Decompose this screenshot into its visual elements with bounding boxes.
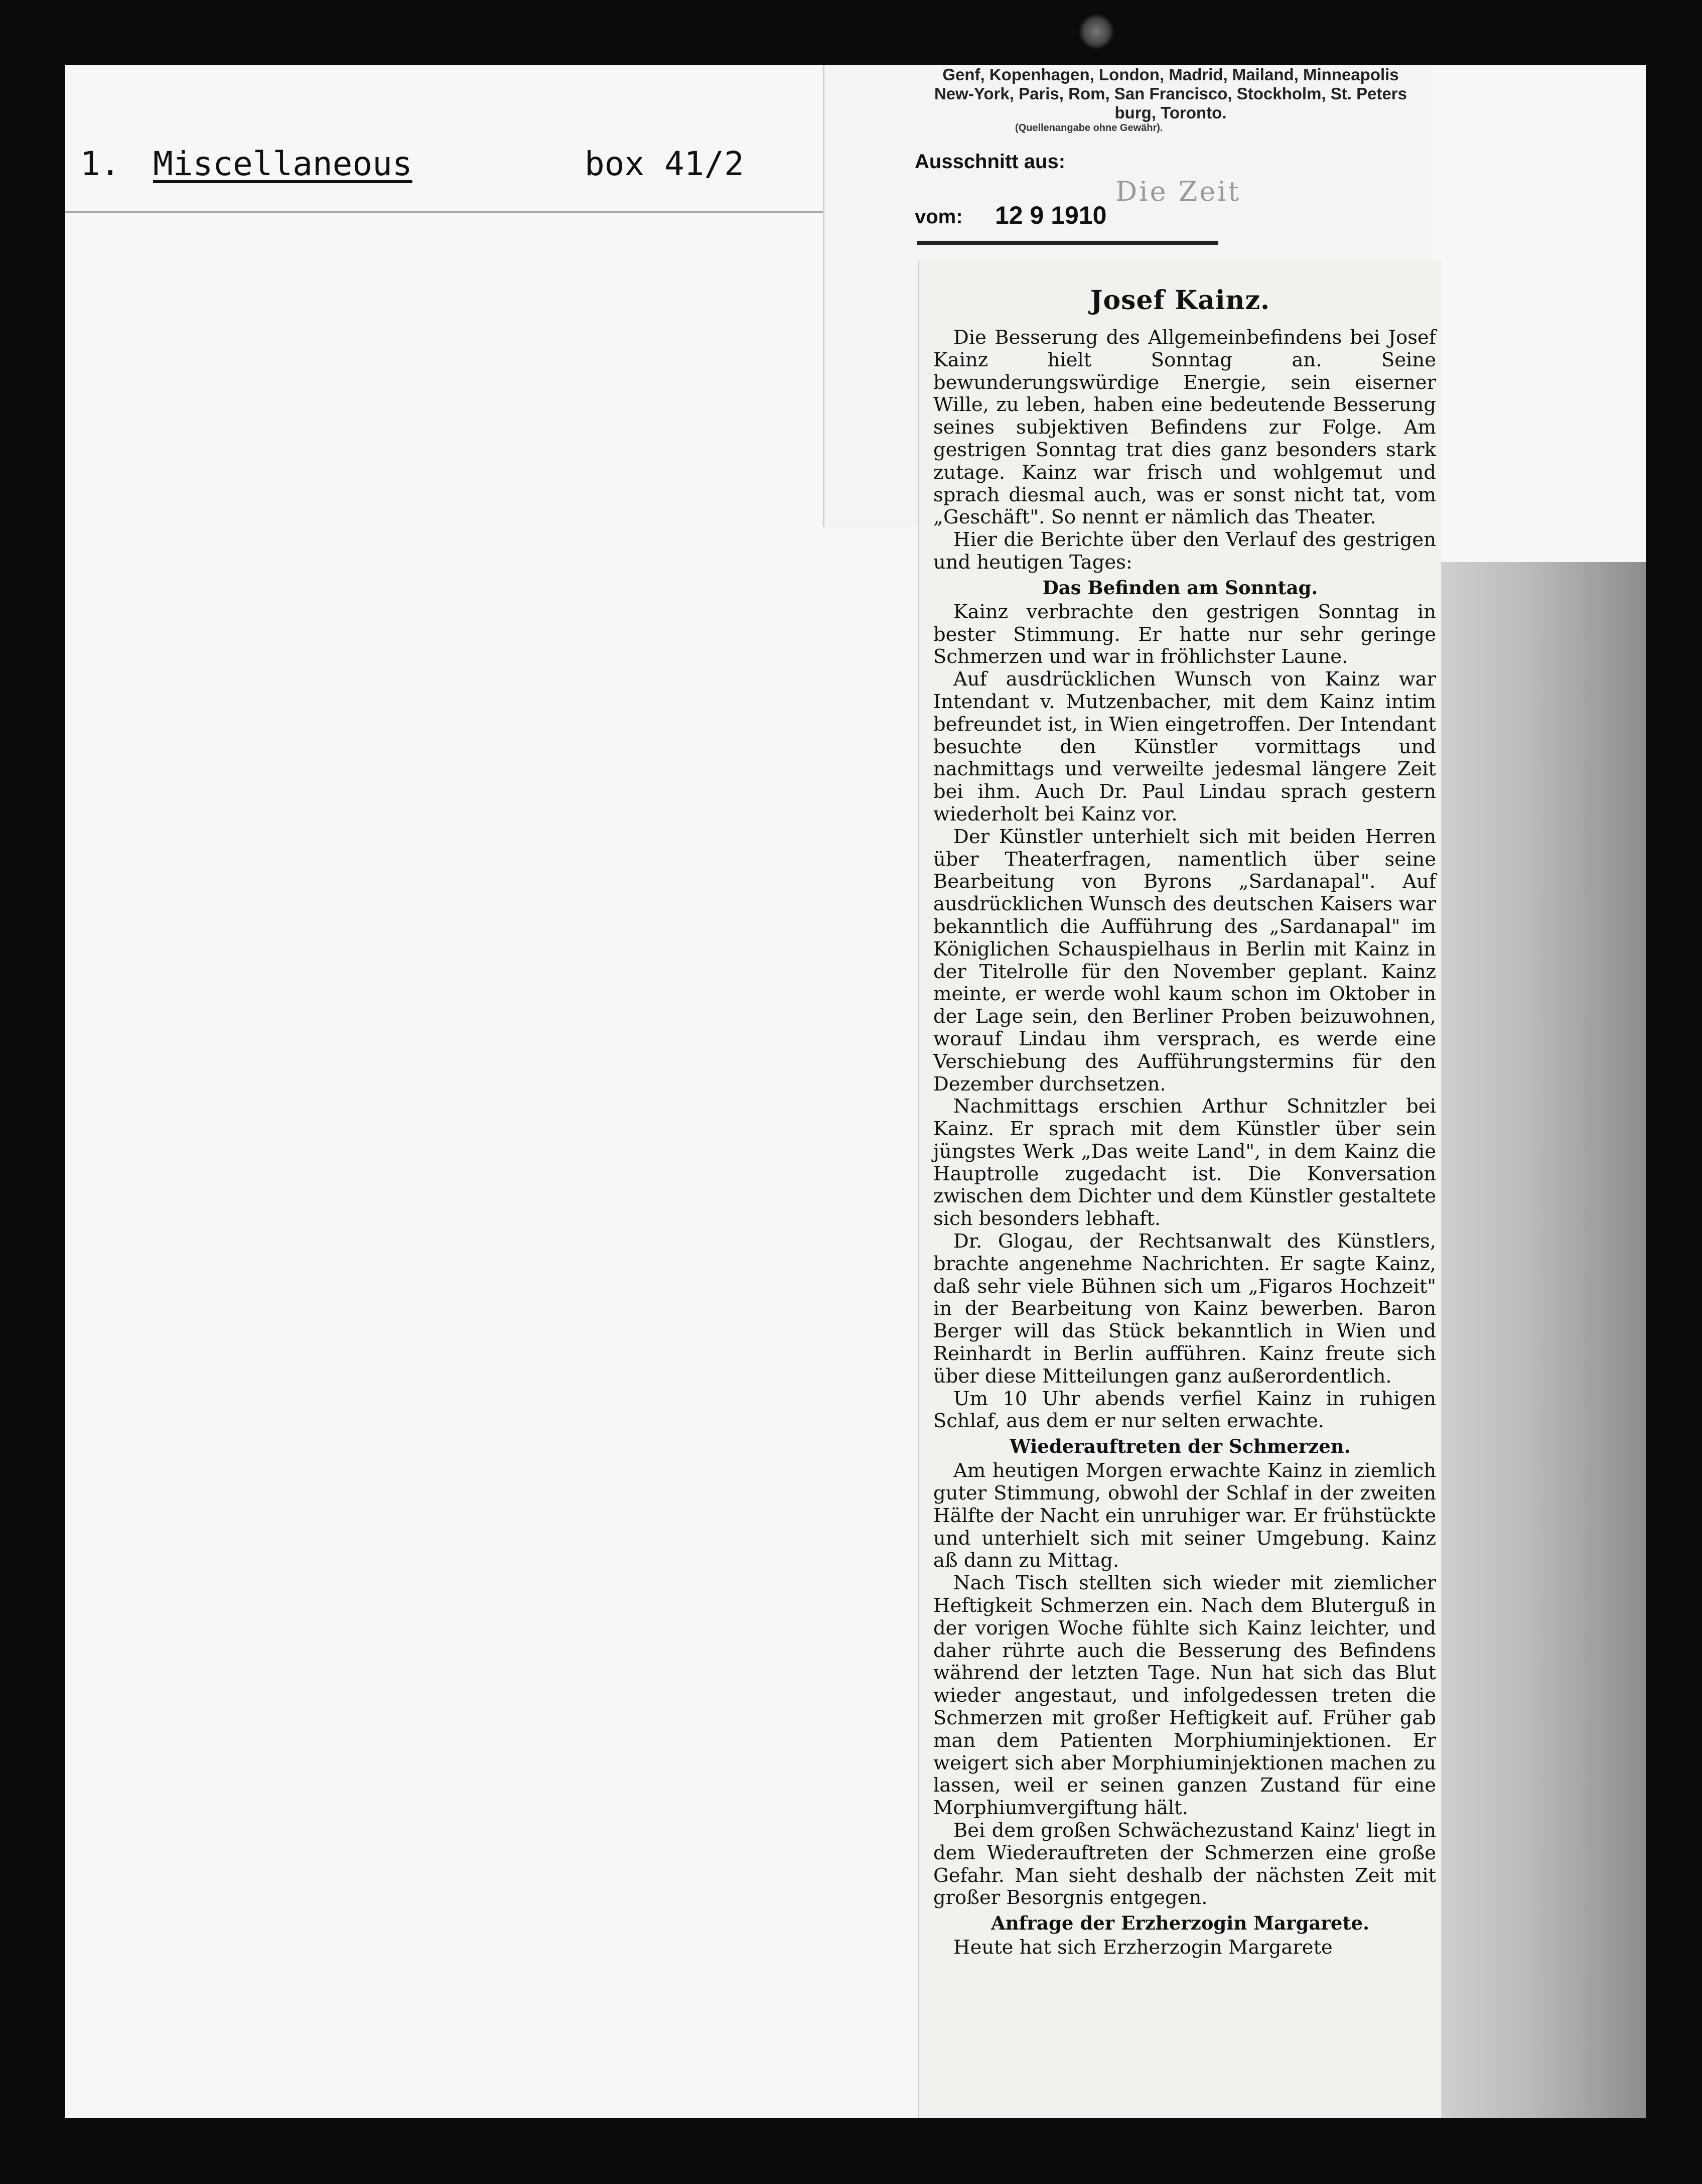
folder-label (65, 135, 823, 213)
article-paragraph: Heute hat sich Erzherzogin Margarete (953, 1936, 1333, 1959)
agency-note: (Quellenangabe ohne Gewähr). (1015, 122, 1163, 133)
date-underline (917, 241, 1218, 245)
newspaper-clipping (918, 261, 1441, 2118)
agency-cities-line: burg, Toronto. (1114, 103, 1227, 122)
article-paragraph: Nach Tisch stellten sich wieder mit ziemlicher Heftigkeit Schmerzen ein. Nach dem Bluterguß in der vorigen Woche fühlte sich Kainz leichter, und daher rührte auch die Besserung des Befindens während der letzten Tage. Nun hat sich das Blut wieder angestaut, und infolgedessen treten die Schmerzen mit großer Heftigkeit auf. Früher gab man dem Patienten Morphiuminjektionen. Er weigert sich aber Morphiuminjektionen machen zu lassen, weil er seinen ganzen Zustand für eine Morphiumvergiftung hält. (933, 1572, 1436, 1820)
article-paragraph: Kainz verbrachte den gestrigen Sonntag in bester Stimmung. Er hatte nur sehr geringe Schmerzen und war in fröhlichster Laune. (933, 600, 1436, 668)
article-paragraph: Am heutigen Morgen erwachte Kainz in ziemlich guter Stimmung, obwohl der Schlaf in der zweiten Hälfte der Nacht ein unruhiger war. Er frühstückte und unterhielt sich mit seiner Umgebung. Kainz aß dann zu Mittag. (933, 1459, 1436, 1572)
article-paragraph: Dr. Glogau, der Rechtsanwalt des Künstlers, brachte angenehme Nachrichten. Er sagte Kainz, daß sehr viele Bühnen sich um „Figaros Hochzeit" in der Bearbeitung von Kainz bewerben. Baron Berger will das Stück bekanntlich in Wien und Reinhardt in Berlin aufführen. Kainz freute sich über diese Mitteilungen ganz außerordentlich. (933, 1230, 1436, 1388)
source-label: Ausschnitt aus: (915, 151, 1066, 173)
agency-cities-line: New-York, Paris, Rom, San Francisco, Stockholm, St. Peters (934, 84, 1407, 103)
shadow-strip (1440, 562, 1646, 2118)
article-paragraph: Nachmittags erschien Arthur Schnitzler bei Kainz. Er sprach mit dem Künstler über sein jüngstes Werk „Das weite Land", in dem Kainz die Hauptrolle zugedacht ist. Die Konversation zwischen dem Dichter und dem Künstler gestaltete sich besonders lebhaft. (933, 1095, 1436, 1231)
article-body (919, 327, 1441, 1959)
scan-blot (1079, 14, 1114, 49)
agency-cities-line: Genf, Kopenhagen, London, Madrid, Mailand, Minneapolis (942, 65, 1399, 84)
date-value: 12 9 1910 (995, 201, 1107, 229)
article-paragraph: Um 10 Uhr abends verfiel Kainz in ruhigen Schlaf, aus dem er nur selten erwachte. (933, 1387, 1436, 1433)
folder-series: Miscellaneous (153, 145, 412, 183)
section-heading: Anfrage der Erzherzogin Margarete. (991, 1912, 1369, 1935)
article-title: Josef Kainz. (1090, 285, 1270, 316)
article-paragraph: Hier die Berichte über den Verlauf des gestrigen und heutigen Tages: (933, 528, 1436, 574)
date-label: vom: (915, 206, 963, 228)
section-heading: Wiederauftreten der Schmerzen. (1010, 1435, 1351, 1458)
article-paragraph: Der Künstler unterhielt sich mit beiden Herren über Theaterfragen, namentlich über seine Bearbeitung von Byrons „Sardanapal". Auf ausdrücklichen Wunsch des deutschen Kaisers war bekanntlich die Aufführung des „Sardanapal" im Königlichen Schauspielhaus in Berlin mit Kainz in der Titelrolle für den November geplant. Kainz meinte, er werde wohl kaum schon im Oktober in der Lage sein, den Berliner Proben beizuwohnen, worauf Lindau ihm versprach, es werde eine Verschiebung des Aufführungstermins für den Dezember durchsetzen. (933, 825, 1436, 1096)
article-paragraph: Bei dem großen Schwächezustand Kainz' liegt in dem Wiederauftreten der Schmerzen eine große Gefahr. Man sieht deshalb der nächsten Zeit mit großer Besorgnis entgegen. (933, 1819, 1436, 1909)
article-paragraph: Auf ausdrücklichen Wunsch von Kainz war Intendant v. Mutzenbacher, mit dem Kainz intim befreundet ist, in Wien eingetroffen. Der Intendant besuchte den Künstler vormittags und nachmittags und verweilte jedesmal längere Zeit bei ihm. Auch Dr. Paul Lindau sprach gestern wiederholt bei Kainz vor. (933, 668, 1436, 826)
article-paragraph: Die Besserung des Allgemeinbefindens bei Josef Kainz hielt Sonntag an. Seine bewunderungswürdige Energie, sein eiserner Wille, zu leben, haben eine bedeutende Besserung seines subjektiven Befindens zur Folge. Am gestrigen Sonntag trat dies ganz besonders stark zutage. Kainz war frisch und wohlgemut und sprach diesmal auch, was er sonst nicht tat, vom „Geschäft". So nennt er nämlich das Theater. (933, 326, 1436, 529)
source-stamp: Die Zeit (1115, 176, 1241, 207)
folder-number: 1. (80, 145, 120, 183)
agency-cities (912, 65, 1429, 122)
folder-box: box 41/2 (585, 145, 744, 183)
section-heading: Das Befinden am Sonntag. (1042, 576, 1318, 599)
